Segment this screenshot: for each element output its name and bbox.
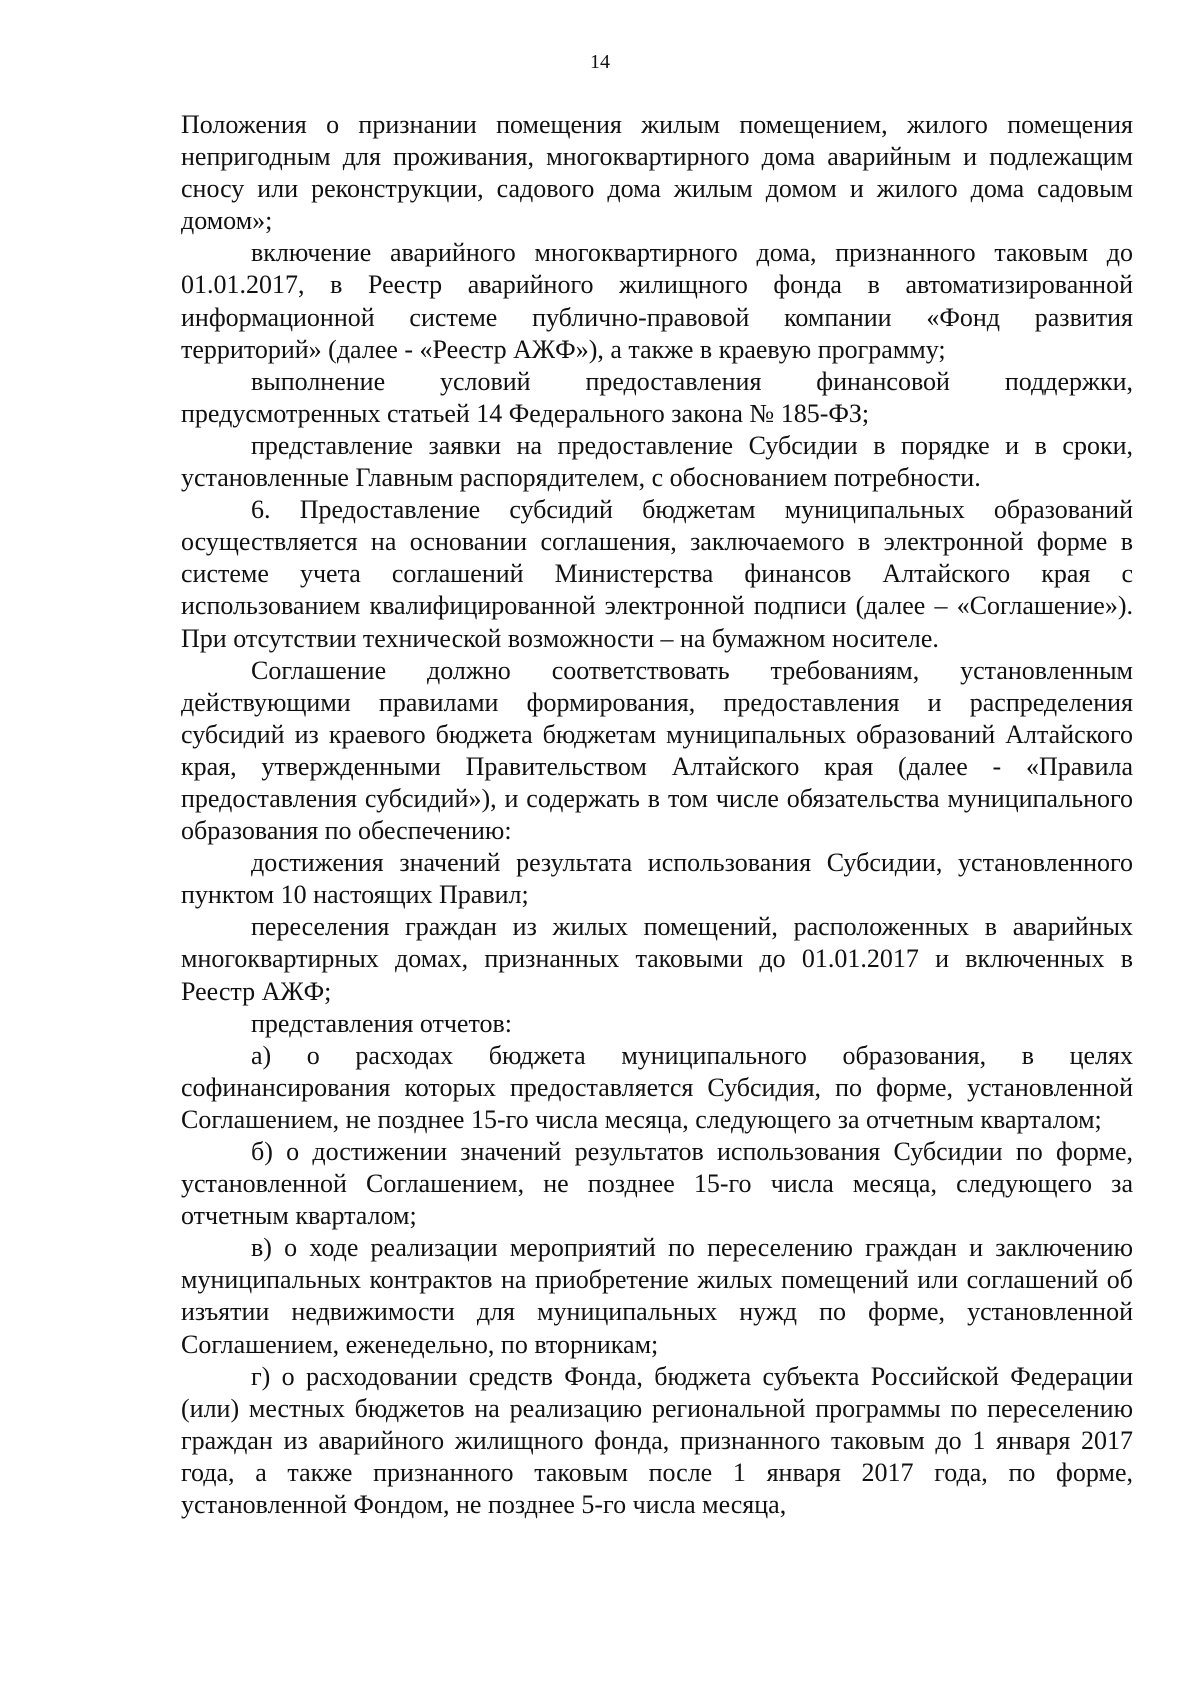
paragraph-report-g: г) о расходовании средств Фонда, бюджета субъекта Российской Федерации (или) местных бюджетов на реализацию региональной программы по переселению граждан из аварийного жилищного фонда, признанного таковым до 1 января 2017 года, а также признанного таковым после 1 января 2017 года, по форме, установленной Фондом, не позднее 5-го числа месяца,	[181, 1361, 1133, 1520]
paragraph-obligation-resettlement: переселения граждан из жилых помещений, расположенных в аварийных многоквартирных домах, признанных таковыми до 01.01.2017 и включенных в Реестр АЖФ;	[181, 912, 1133, 1006]
paragraph-report-b: б) о достижении значений результатов использования Субсидии по форме, установленной Соглашением, не позднее 15-го числа месяца, следующего за отчетным кварталом;	[181, 1137, 1133, 1231]
paragraph-item-6: 6. Предоставление субсидий бюджетам муниципальных образований осуществляется на основании соглашения, заключаемого в электронной форме в системе учета соглашений Министерства финансов Алтайского края с использованием квалифицированной электронной подписи (далее – «Соглашение»). При отсутствии технической возможности – на бумажном носителе.	[181, 495, 1133, 653]
paragraph-obligation-results: достижения значений результата использования Субсидии, установленного пунктом 10 настоящих Правил;	[181, 848, 1133, 910]
paragraph-condition-application: представление заявки на предоставление Субсидии в порядке и в сроки, установленные Главным распорядителем, с обоснованием потребности.	[181, 430, 1133, 493]
page-number: 14	[590, 51, 610, 73]
paragraph-condition-registry: включение аварийного многоквартирного дома, признанного таковым до 01.01.2017, в Реестр аварийного жилищного фонда в автоматизированной информационной системе публично-правовой компании «Фонд развития территорий» (далее - «Реестр АЖФ»), а также в краевую программу;	[181, 238, 1133, 364]
paragraph-report-a: а) о расходах бюджета муниципального образования, в целях софинансирования которых предоставляется Субсидия, по форме, установленной Соглашением, не позднее 15-го числа месяца, следующего за отчетным кварталом;	[181, 1040, 1133, 1134]
paragraph-obligation-reports: представления отчетов:	[251, 1008, 512, 1038]
paragraph-report-v: в) о ходе реализации мероприятий по переселению граждан и заключению муниципальных контрактов на приобретение жилых помещений или соглашений об изъятии недвижимости для муниципальных нужд по форме, установленной Соглашением, еженедельно, по вторникам;	[181, 1233, 1133, 1359]
paragraph-agreement-requirements: Соглашение должно соответствовать требованиям, установленным действующими правилами формирования, предоставления и распределения субсидий из краевого бюджета бюджетам муниципальных образований Алтайского края, утвержденными Правительством Алтайского края (далее - «Правила предоставления субсидий»), и содержать в том числе обязательства муниципального образования по обеспечению:	[181, 655, 1133, 846]
paragraph-continuation: Положения о признании помещения жилым помещением, жилого помещения непригодным для проживания, многоквартирного дома аварийным и подлежащим сносу или реконструкции, садового дома жилым домом и жилого дома садовым домом»;	[181, 110, 1133, 236]
document-body	[181, 109, 1133, 1521]
paragraph-condition-financial-support: выполнение условий предоставления финансовой поддержки, предусмотренных статьей 14 Федерального закона № 185-ФЗ;	[181, 366, 1133, 428]
